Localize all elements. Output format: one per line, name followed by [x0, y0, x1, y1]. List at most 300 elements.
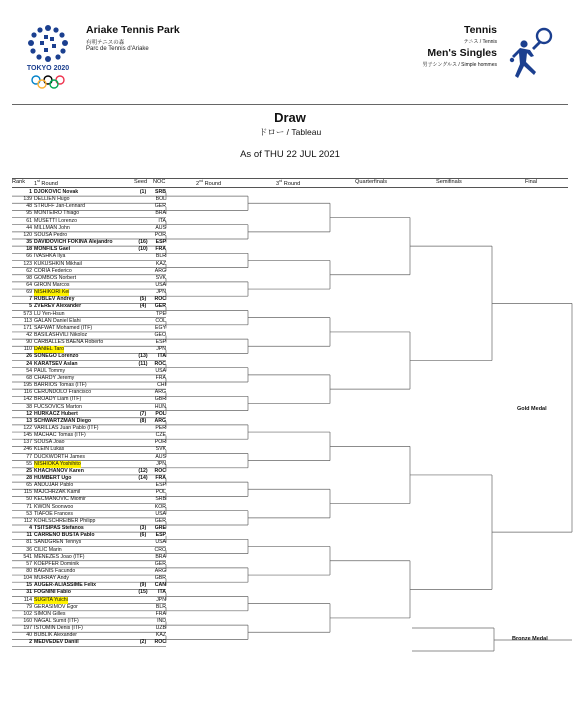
player-row: [12, 325, 166, 332]
player-noc: ROC: [154, 467, 166, 474]
player-name: IVASHKA Ilya: [34, 253, 66, 260]
player-row: [12, 368, 166, 375]
player-rank: 120: [23, 231, 32, 238]
player-name: NISHIOKA Yoshihito: [34, 460, 81, 467]
sport-title: Tennis: [463, 24, 497, 36]
player-noc: USA: [155, 510, 166, 517]
player-row: [12, 575, 166, 582]
player-noc: EGY: [155, 324, 166, 331]
player-row: [12, 253, 166, 260]
player-rank: 122: [23, 424, 32, 431]
player-noc: FRA: [155, 246, 166, 253]
player-row: [12, 511, 166, 518]
player-name: MENEZES Joao (ITF): [34, 553, 85, 560]
player-rank: 57: [26, 560, 32, 567]
player-noc: FRA: [155, 475, 166, 481]
player-rank: 44: [26, 224, 32, 231]
player-noc: ARG: [154, 567, 166, 574]
player-noc: ITA: [158, 353, 166, 360]
col-second-round-label: Round: [203, 180, 222, 187]
player-noc: GBR: [154, 396, 166, 403]
player-name: SIMON Gilles: [34, 610, 66, 617]
player-rank: 541: [23, 553, 32, 560]
player-seed: (9): [139, 582, 147, 589]
player-noc: SRB: [155, 496, 166, 503]
player-rank: 48: [26, 203, 32, 210]
player-name: HUMBERT Ugo: [34, 475, 72, 481]
player-name: BASILASHVILI Nikoloz: [34, 332, 88, 338]
player-name: TIAFOE Frances: [34, 510, 73, 517]
player-row: [12, 432, 166, 439]
player-name: GERASIMOV Egor: [34, 603, 78, 610]
player-noc: AUS: [155, 453, 166, 460]
player-name: BUBLIK Alexander: [34, 632, 77, 639]
player-row: [12, 611, 166, 618]
player-name: FUCSOVICS Marton: [34, 403, 82, 410]
player-seed: (13): [138, 353, 148, 360]
player-noc: GER: [154, 517, 166, 524]
player-noc: TPE: [155, 310, 166, 317]
as-of-date: As of THU 22 JUL 2021: [240, 149, 340, 160]
player-noc: ARG: [154, 267, 166, 274]
player-noc: CZE: [155, 432, 166, 439]
logo-text: TOKYO 2020: [26, 65, 70, 72]
player-name: AUGER-ALIASSIME Felix: [34, 582, 96, 589]
player-row: [12, 582, 166, 589]
player-rank: 24: [26, 360, 32, 367]
player-name: MONTEIRO Thiago: [34, 210, 80, 217]
player-noc: SRB: [155, 189, 166, 195]
player-row: [12, 482, 166, 489]
player-noc: USA: [155, 539, 166, 546]
player-name: ANDUJAR Pablo: [34, 482, 74, 489]
col-third-round-label: Round: [282, 180, 301, 187]
player-rank: 98: [26, 274, 32, 281]
player-rank: 1: [29, 189, 32, 195]
player-name: KECMANOVIC Miomir: [34, 496, 86, 503]
player-noc: UZB: [155, 625, 166, 632]
player-name: MONFILS Gael: [34, 246, 71, 253]
player-name: LU Yen-Hsun: [34, 310, 65, 317]
player-name: CARBALLES BAENA Roberto: [34, 339, 104, 346]
player-name: RUBLEV Andrey: [34, 296, 75, 303]
player-row: [12, 411, 166, 418]
player-noc: GER: [154, 303, 166, 310]
col-final: Final: [525, 179, 538, 185]
player-rank: 116: [23, 389, 32, 396]
player-name: KOEPFER Dominik: [34, 560, 79, 567]
player-name: GIRON Marcos: [34, 281, 70, 288]
player-row: [12, 296, 166, 303]
player-rank: 31: [26, 589, 32, 596]
player-row: [12, 554, 166, 561]
player-name: GALAN Daniel Elahi: [34, 317, 81, 324]
sport-subtitle: テニス / Tennis: [463, 39, 497, 45]
player-rank: 42: [26, 332, 32, 338]
player-seed: (10): [138, 246, 148, 253]
player-row: [12, 489, 166, 496]
player-rank: 102: [23, 610, 32, 617]
player-rank: 65: [26, 482, 32, 489]
player-rank: 40: [26, 632, 32, 639]
player-row: [12, 210, 166, 217]
player-rank: 38: [26, 403, 32, 410]
player-rank: 145: [23, 432, 32, 439]
player-name: CHARDY Jeremy: [34, 374, 75, 381]
player-noc: FRA: [155, 374, 166, 381]
player-name: DELLIEN Hugo: [34, 196, 70, 203]
player-seed: (12): [138, 467, 148, 474]
player-noc: BLR: [155, 253, 166, 260]
player-name: DJOKOVIC Novak: [34, 189, 79, 195]
player-rank: 69: [26, 289, 32, 296]
player-rank: 104: [23, 575, 32, 582]
player-name: STRUFF Jan-Lennard: [34, 203, 86, 210]
player-rank: 28: [26, 475, 32, 481]
player-rank: 25: [26, 467, 32, 474]
player-name: MACHAC Tomas (ITF): [34, 432, 86, 439]
player-rank: 573: [23, 310, 32, 317]
col-third-round-suffix: rd: [279, 179, 283, 183]
col-quarterfinals: Quarterfinals: [355, 179, 388, 185]
player-noc: KOR: [154, 503, 166, 510]
player-name: NISHIKORI Kei: [34, 289, 70, 296]
player-rank: 35: [26, 239, 32, 246]
player-noc: CRO: [154, 546, 166, 553]
player-seed: (14): [138, 475, 148, 481]
player-row: [12, 311, 166, 318]
player-row: [12, 203, 166, 210]
player-rank: 197: [23, 625, 32, 632]
player-name: MEDVEDEV Daniil: [34, 639, 79, 646]
player-row: [12, 361, 166, 368]
player-row: [12, 547, 166, 554]
player-noc: PER: [155, 424, 166, 431]
player-rank: 113: [23, 317, 32, 324]
player-noc: GBR: [154, 575, 166, 582]
player-name: CILIC Marin: [34, 546, 62, 553]
player-rank: 55: [26, 460, 32, 467]
player-row: [12, 446, 166, 453]
player-rank: 137: [23, 439, 32, 446]
player-row: [12, 425, 166, 432]
col-noc: NOC: [153, 179, 166, 185]
player-row: [12, 232, 166, 239]
player-noc: COL: [155, 317, 166, 324]
player-row: [12, 439, 166, 446]
player-row: [12, 475, 166, 482]
player-rank: 7: [29, 296, 32, 303]
player-noc: GER: [154, 560, 166, 567]
player-row: [12, 632, 166, 639]
player-noc: ROC: [154, 296, 166, 303]
player-noc: ARG: [154, 417, 166, 424]
player-row: [12, 382, 166, 389]
player-noc: ESP: [155, 532, 166, 539]
venue-japanese: 有明テニスの森: [86, 40, 125, 46]
player-row: [12, 618, 166, 625]
player-row: [12, 568, 166, 575]
player-noc: CHI: [157, 382, 166, 389]
player-seed: (16): [138, 239, 148, 246]
player-noc: JPN: [156, 289, 166, 296]
player-name: DAVIDOVICH FOKINA Alejandro: [34, 239, 113, 246]
player-name: FOGNINI Fabio: [34, 589, 71, 596]
player-row: [12, 196, 166, 203]
player-name: TSITSIPAS Stefanos: [34, 525, 84, 532]
player-noc: POL: [155, 410, 166, 417]
player-row: [12, 461, 166, 468]
player-rank: 115: [23, 489, 32, 496]
player-noc: JPN: [156, 596, 166, 603]
player-name: ISTOMIN Denis (ITF): [34, 625, 83, 632]
player-noc: BOL: [155, 196, 166, 203]
player-noc: ESP: [155, 482, 166, 489]
player-name: BAGNIS Facundo: [34, 567, 76, 574]
player-seed: (11): [138, 360, 148, 367]
player-name: SUGITA Yuichi: [34, 596, 68, 603]
event-title: Men's Singles: [427, 47, 497, 59]
player-row: [12, 404, 166, 411]
player-noc: POL: [155, 489, 166, 496]
player-row: [12, 468, 166, 475]
player-row: [12, 353, 166, 360]
player-name: CARRENO BUSTA Pablo: [34, 532, 95, 539]
player-row: [12, 604, 166, 611]
player-name: MILLMAN John: [34, 224, 70, 231]
draw-title: Draw: [274, 110, 306, 125]
player-rank: 171: [23, 324, 32, 331]
player-name: SOUSA Pedro: [34, 231, 68, 238]
player-rank: 54: [26, 367, 32, 374]
col-second-round-suffix: nd: [199, 179, 204, 183]
gold-medal-label: Gold Medal: [517, 406, 547, 412]
player-rank: 26: [26, 353, 32, 360]
player-row: [12, 625, 166, 632]
player-noc: IND: [157, 618, 166, 624]
player-rank: 95: [26, 210, 32, 217]
bronze-medal-label: Bronze Medal: [512, 636, 548, 642]
player-name: CORIA Federico: [34, 267, 72, 274]
player-name: SONEGO Lorenzo: [34, 353, 79, 360]
player-row: [12, 225, 166, 232]
player-noc: HUN: [154, 403, 166, 410]
player-rank: 77: [26, 453, 32, 460]
player-row: [12, 539, 166, 546]
player-noc: POR: [154, 439, 166, 446]
col-third-round-num: 3: [276, 180, 280, 187]
col-rank: Rank: [12, 179, 26, 185]
player-row: [12, 246, 166, 253]
player-rank: 195: [23, 382, 32, 389]
player-name: GOMBOS Norbert: [34, 274, 77, 281]
player-row: [12, 289, 166, 296]
player-noc: USA: [155, 367, 166, 374]
player-rank: 2: [29, 639, 32, 646]
player-row: [12, 375, 166, 382]
col-seed: Seed: [134, 179, 148, 185]
col-second-round-num: 2: [196, 180, 200, 187]
player-row: [12, 496, 166, 503]
player-noc: POR: [154, 231, 166, 238]
player-name: MUSETTI Lorenzo: [34, 217, 77, 224]
player-name: BARRIOS Tomas (ITF): [34, 382, 87, 389]
player-row: [12, 346, 166, 353]
player-name: KLEIN Lukas: [34, 446, 65, 453]
player-noc: BRA: [155, 210, 166, 217]
player-noc: CAN: [154, 582, 166, 589]
player-name: DUCKWORTH James: [34, 453, 85, 460]
player-noc: BLR: [155, 603, 166, 610]
player-rank: 18: [26, 246, 32, 253]
player-seed: (2): [139, 639, 147, 646]
player-noc: USA: [155, 281, 166, 288]
player-noc: ESP: [155, 239, 166, 246]
player-row: [12, 189, 166, 196]
player-row: [12, 318, 166, 325]
player-name: PAUL Tommy: [34, 367, 66, 374]
player-row: [12, 525, 166, 532]
player-rank: 81: [26, 539, 32, 546]
player-row: [12, 561, 166, 568]
player-name: MAJCHRZAK Kamil: [34, 489, 81, 496]
player-rank: 53: [26, 510, 32, 517]
player-row: [12, 268, 166, 275]
player-rank: 142: [23, 396, 32, 403]
col-semifinals: Semifinals: [436, 179, 462, 185]
player-noc: KAZ: [155, 632, 166, 639]
player-noc: JPN: [156, 346, 166, 353]
player-rank: 68: [26, 374, 32, 381]
player-name: CERUNDOLO Francisco: [34, 389, 92, 396]
venue-title: Ariake Tennis Park: [86, 24, 180, 36]
player-name: KWON Soonwoo: [34, 503, 74, 510]
venue-french: Parc de Tennis d'Ariake: [86, 46, 149, 52]
col-first-round-suffix: st: [37, 179, 40, 183]
player-row: [12, 589, 166, 596]
player-row: [12, 389, 166, 396]
player-noc: GRE: [154, 525, 166, 532]
player-rank: 110: [23, 346, 32, 353]
player-rank: 66: [26, 253, 32, 260]
player-row: [12, 239, 166, 246]
player-noc: ITA: [158, 589, 166, 596]
player-noc: ESP: [155, 339, 166, 346]
player-name: DANIEL Taro: [34, 346, 64, 353]
player-rank: 36: [26, 546, 32, 553]
player-row: [12, 303, 166, 310]
player-row: [12, 282, 166, 289]
player-row: [12, 639, 166, 646]
player-name: NAGAL Sumit (ITF): [34, 618, 79, 624]
player-noc: SVK: [155, 274, 166, 281]
player-row: [12, 597, 166, 604]
draw-subtitle: ドロー / Tableau: [258, 127, 322, 137]
player-name: MURRAY Andy: [34, 575, 69, 582]
player-rank: 64: [26, 281, 32, 288]
player-seed: (8): [139, 417, 147, 424]
player-noc: ARG: [154, 389, 166, 396]
player-seed: (6): [139, 532, 147, 539]
player-rank: 114: [23, 596, 32, 603]
player-noc: GEO: [154, 332, 166, 338]
player-rank: 123: [23, 260, 32, 267]
player-rank: 71: [26, 503, 32, 510]
player-row: [12, 275, 166, 282]
player-rank: 112: [23, 517, 32, 524]
player-name: BROADY Liam (ITF): [34, 396, 82, 403]
player-rank: 80: [26, 567, 32, 574]
player-name: KOHLSCHREIBER Philipp: [34, 517, 96, 524]
player-noc: AUS: [155, 224, 166, 231]
player-noc: GER: [154, 203, 166, 210]
col-first-round-label: Round: [39, 180, 58, 187]
player-row: [12, 418, 166, 425]
player-name: HURKACZ Hubert: [34, 410, 78, 417]
player-seed: (15): [138, 589, 148, 596]
player-seed: (1): [139, 189, 147, 195]
player-rank: 139: [23, 196, 32, 203]
player-row: [12, 518, 166, 525]
player-row: [12, 396, 166, 403]
player-noc: KAZ: [155, 260, 166, 267]
event-subtitle: 男子シングルス / Simple hommes: [422, 62, 497, 68]
player-row: [12, 504, 166, 511]
player-rank: 50: [26, 496, 32, 503]
player-rank: 246: [23, 446, 32, 453]
player-row: [12, 261, 166, 268]
player-rank: 4: [29, 525, 32, 532]
player-name: KARATSEV Aslan: [34, 360, 78, 367]
player-rank: 61: [26, 217, 32, 224]
player-rank: 12: [26, 410, 32, 417]
col-first-round-num: 1: [34, 180, 38, 187]
player-row: [12, 532, 166, 539]
player-noc: ROC: [154, 360, 166, 367]
player-seed: (7): [139, 410, 147, 417]
player-name: VARILLAS Juan Pablo (ITF): [34, 424, 99, 431]
player-name: SANDGREN Tennys: [34, 539, 82, 546]
player-rank: 11: [26, 532, 32, 539]
player-rank: 79: [26, 603, 32, 610]
player-noc: BRA: [155, 553, 166, 560]
player-rank: 160: [23, 618, 32, 624]
player-seed: (4): [139, 303, 147, 310]
player-name: KHACHANOV Karen: [34, 467, 84, 474]
player-rank: 15: [26, 582, 32, 589]
player-row: [12, 218, 166, 225]
player-seed: (5): [139, 296, 147, 303]
player-name: SOUSA Joao: [34, 439, 65, 446]
player-row: [12, 332, 166, 339]
player-noc: ROC: [154, 639, 166, 646]
player-noc: ITA: [158, 217, 166, 224]
player-name: SAFWAT Mohamed (ITF): [34, 324, 93, 331]
player-row: [12, 454, 166, 461]
player-rank: 5: [29, 303, 32, 310]
player-rank: 90: [26, 339, 32, 346]
player-noc: JPN: [156, 460, 166, 467]
player-name: SCHWARTZMAN Diego: [34, 417, 92, 424]
player-name: ZVEREV Alexander: [34, 303, 82, 310]
player-rank: 13: [26, 417, 32, 424]
player-row: [12, 339, 166, 346]
player-seed: (3): [139, 525, 147, 532]
player-noc: SVK: [155, 446, 166, 453]
player-rank: 62: [26, 267, 32, 274]
player-name: KUKUSHKIN Mikhail: [34, 260, 82, 267]
player-noc: FRA: [155, 610, 166, 617]
